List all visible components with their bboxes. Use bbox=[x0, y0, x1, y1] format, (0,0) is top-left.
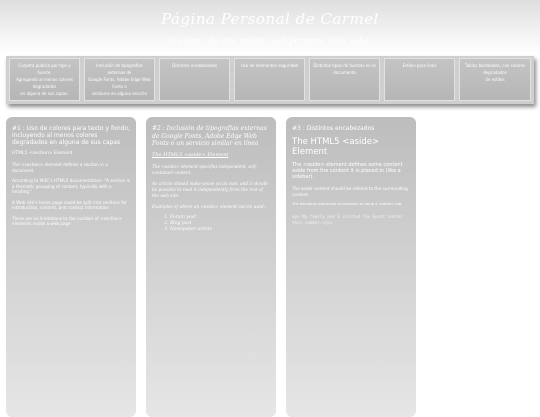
nav-item-font-types[interactable]: Distintos tipos de fuentes en el documento bbox=[309, 58, 380, 101]
nav-item-headings[interactable]: Distintos encabezados bbox=[159, 58, 230, 101]
section-heading: The HTML5 <aside> Element bbox=[292, 137, 380, 157]
example-list bbox=[152, 215, 270, 233]
nav-item-tables[interactable]: Tablas bordeadas, con colores degradados de estilos bbox=[459, 58, 531, 101]
section-subtitle: HTML5 <section> Element bbox=[12, 151, 73, 156]
paragraph: The <section> element defines a section in a document. bbox=[12, 162, 108, 173]
paragraph: According to W3C's HTML5 documentation: "A section is a thematic grouping of content, typically with a heading." bbox=[12, 178, 130, 194]
nav-item-fonts[interactable]: Inclusión de tipografías externas de Google Fonts, Adobe Edge Web Fonts o similares en alguna sección bbox=[84, 58, 155, 101]
section-title: #2 : Inclusión de tipografías externas de Google Fonts, Adobe Edge Web Fonts o un servicio similar en línea bbox=[152, 125, 267, 147]
nav-bar bbox=[6, 56, 534, 104]
section-column-1 bbox=[6, 117, 136, 417]
paragraph: The aside content should be related to the surrounding content. bbox=[292, 186, 408, 197]
section-subtitle: The HTML5 <aside> Element bbox=[152, 151, 229, 158]
paragraph: There are no limitations to the number of <section> elements inside a web page bbox=[12, 215, 123, 226]
list-item: 2. Blog post bbox=[170, 221, 270, 227]
section-column-2 bbox=[146, 117, 276, 417]
list-item: 1. Forum post bbox=[170, 215, 270, 221]
section-column-3 bbox=[286, 117, 416, 417]
page-header bbox=[0, 0, 540, 55]
nav-item-colors[interactable]: Carpeta pública por tipo y fuente, Agregando al menos colores degradados en alguna de sus capas. bbox=[9, 58, 80, 101]
paragraph: The <aside> element specifies independent, self-contained content. bbox=[152, 163, 258, 175]
code-example: <p> My family and I visited The Epcot center this summer.</p> bbox=[292, 214, 403, 225]
site-subtitle: Al alguno de este página web personal te de saber bbox=[167, 36, 373, 45]
paragraph: A Web site's home page could be split into sections for introduction, content, and contact information. bbox=[12, 199, 127, 210]
list-item: 3. Newspaper article bbox=[170, 227, 270, 233]
nav-item-links[interactable]: Estilos para links bbox=[384, 58, 455, 101]
paragraph: Examples of where an <aside> element can be used: bbox=[152, 203, 266, 209]
section-title: #1 : Uso de colores para texto y fondo, incluyendo al menos colores degradados en alguna de sus capas bbox=[12, 125, 130, 146]
section-title: #3 : Distintos encabezados bbox=[292, 125, 375, 132]
paragraph: The <aside> element defines some content aside from the content it is placed in (like a sidebar). bbox=[292, 162, 403, 180]
site-title: Página Personal de Carmel bbox=[161, 10, 379, 28]
paragraph: The following represents an example of using a <aside> tag: bbox=[292, 202, 403, 206]
nav-item-elements[interactable]: Uso de elementos seguridad bbox=[234, 58, 305, 101]
paragraph: An article should make sense on its own, and it should be possible to read it independently from the rest of the web site. bbox=[152, 180, 268, 198]
